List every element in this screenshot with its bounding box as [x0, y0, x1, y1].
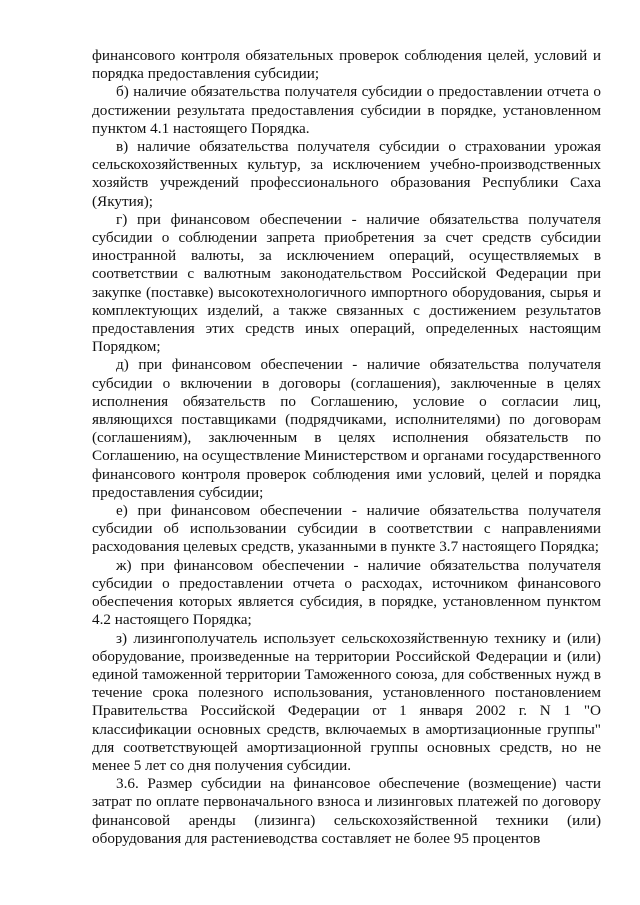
paragraph-item-e: е) при финансовом обеспечении - наличие обязательства получателя субсидии об использовании субсидии в соответствии с направлениями расходования целевых средств, указанными в пункте 3.7 настоящего Порядка;	[92, 502, 601, 556]
paragraph-item-v: в) наличие обязательства получателя субсидии о страховании урожая сельскохозяйственных культур, за исключением учебно-производственных хозяйств учреждений профессионального образования Республики Саха (Якутия);	[92, 138, 601, 210]
paragraph-item-b: б) наличие обязательства получателя субсидии о предоставлении отчета о достижении результата предоставления субсидии в порядке, установленном пунктом 4.1 настоящего Порядка.	[92, 83, 601, 137]
paragraph-item-zh: ж) при финансовом обеспечении - наличие обязательства получателя субсидии о предоставлении отчета о расходах, источником финансового обеспечения которых является субсидия, в порядке, установленном пунктом 4.2 настоящего Порядка;	[92, 556, 601, 629]
paragraph-item-g: г) при финансовом обеспечении - наличие обязательства получателя субсидии о соблюдении запрета приобретения за счет средств субсидии иностранной валюты, за исключением операций, осуществляемых в соответствии с валютным законодательством Российской Федерации при закупке (поставке) высокотехнологичного импортного оборудования, сырья и комплектующих изделий, а также связанных с достижением результатов предоставления этих средств иных операций, определенных настоящим Порядком;	[92, 210, 601, 356]
paragraph-item-z: з) лизингополучатель использует сельскохозяйственную технику и (или) оборудование, произведенные на территории Российской Федерации и (или) единой таможенной территории Таможенного союза, для собственных нужд в течение срока полезного использования, установленного постановлением Правительства Российской Федерации от 1 января 2002 г. N 1 "О классификации основных средств, включаемых в амортизационные группы" для соответствующей амортизационной группы основных средств, но не менее 5 лет со дня получения субсидии.	[92, 629, 601, 774]
paragraph-item-d: д) при финансовом обеспечении - наличие обязательства получателя субсидии о включении в договоры (соглашения), заключенные в целях исполнения обязательств по Соглашению, условие о согласии лиц, являющихся поставщиками (подрядчиками, исполнителями) по договорам (соглашениям), заключенным в целях исполнения обязательств по Соглашению, на осуществление Министерством и органами государственного финансового контроля проверок соблюдения ими условий, целей и порядка предоставления субсидии;	[92, 356, 601, 501]
paragraph-3-6: 3.6. Размер субсидии на финансовое обеспечение (возмещение) части затрат по оплате первоначального взноса и лизинговых платежей по договору финансовой аренды (лизинга) сельскохозяйственной техники (или) оборудования для растениеводства составляет не более 95 процентов	[92, 775, 601, 847]
document-page	[92, 47, 601, 848]
paragraph-continuation: финансового контроля обязательных проверок соблюдения целей, условий и порядка предоставления субсидии;	[92, 47, 601, 83]
